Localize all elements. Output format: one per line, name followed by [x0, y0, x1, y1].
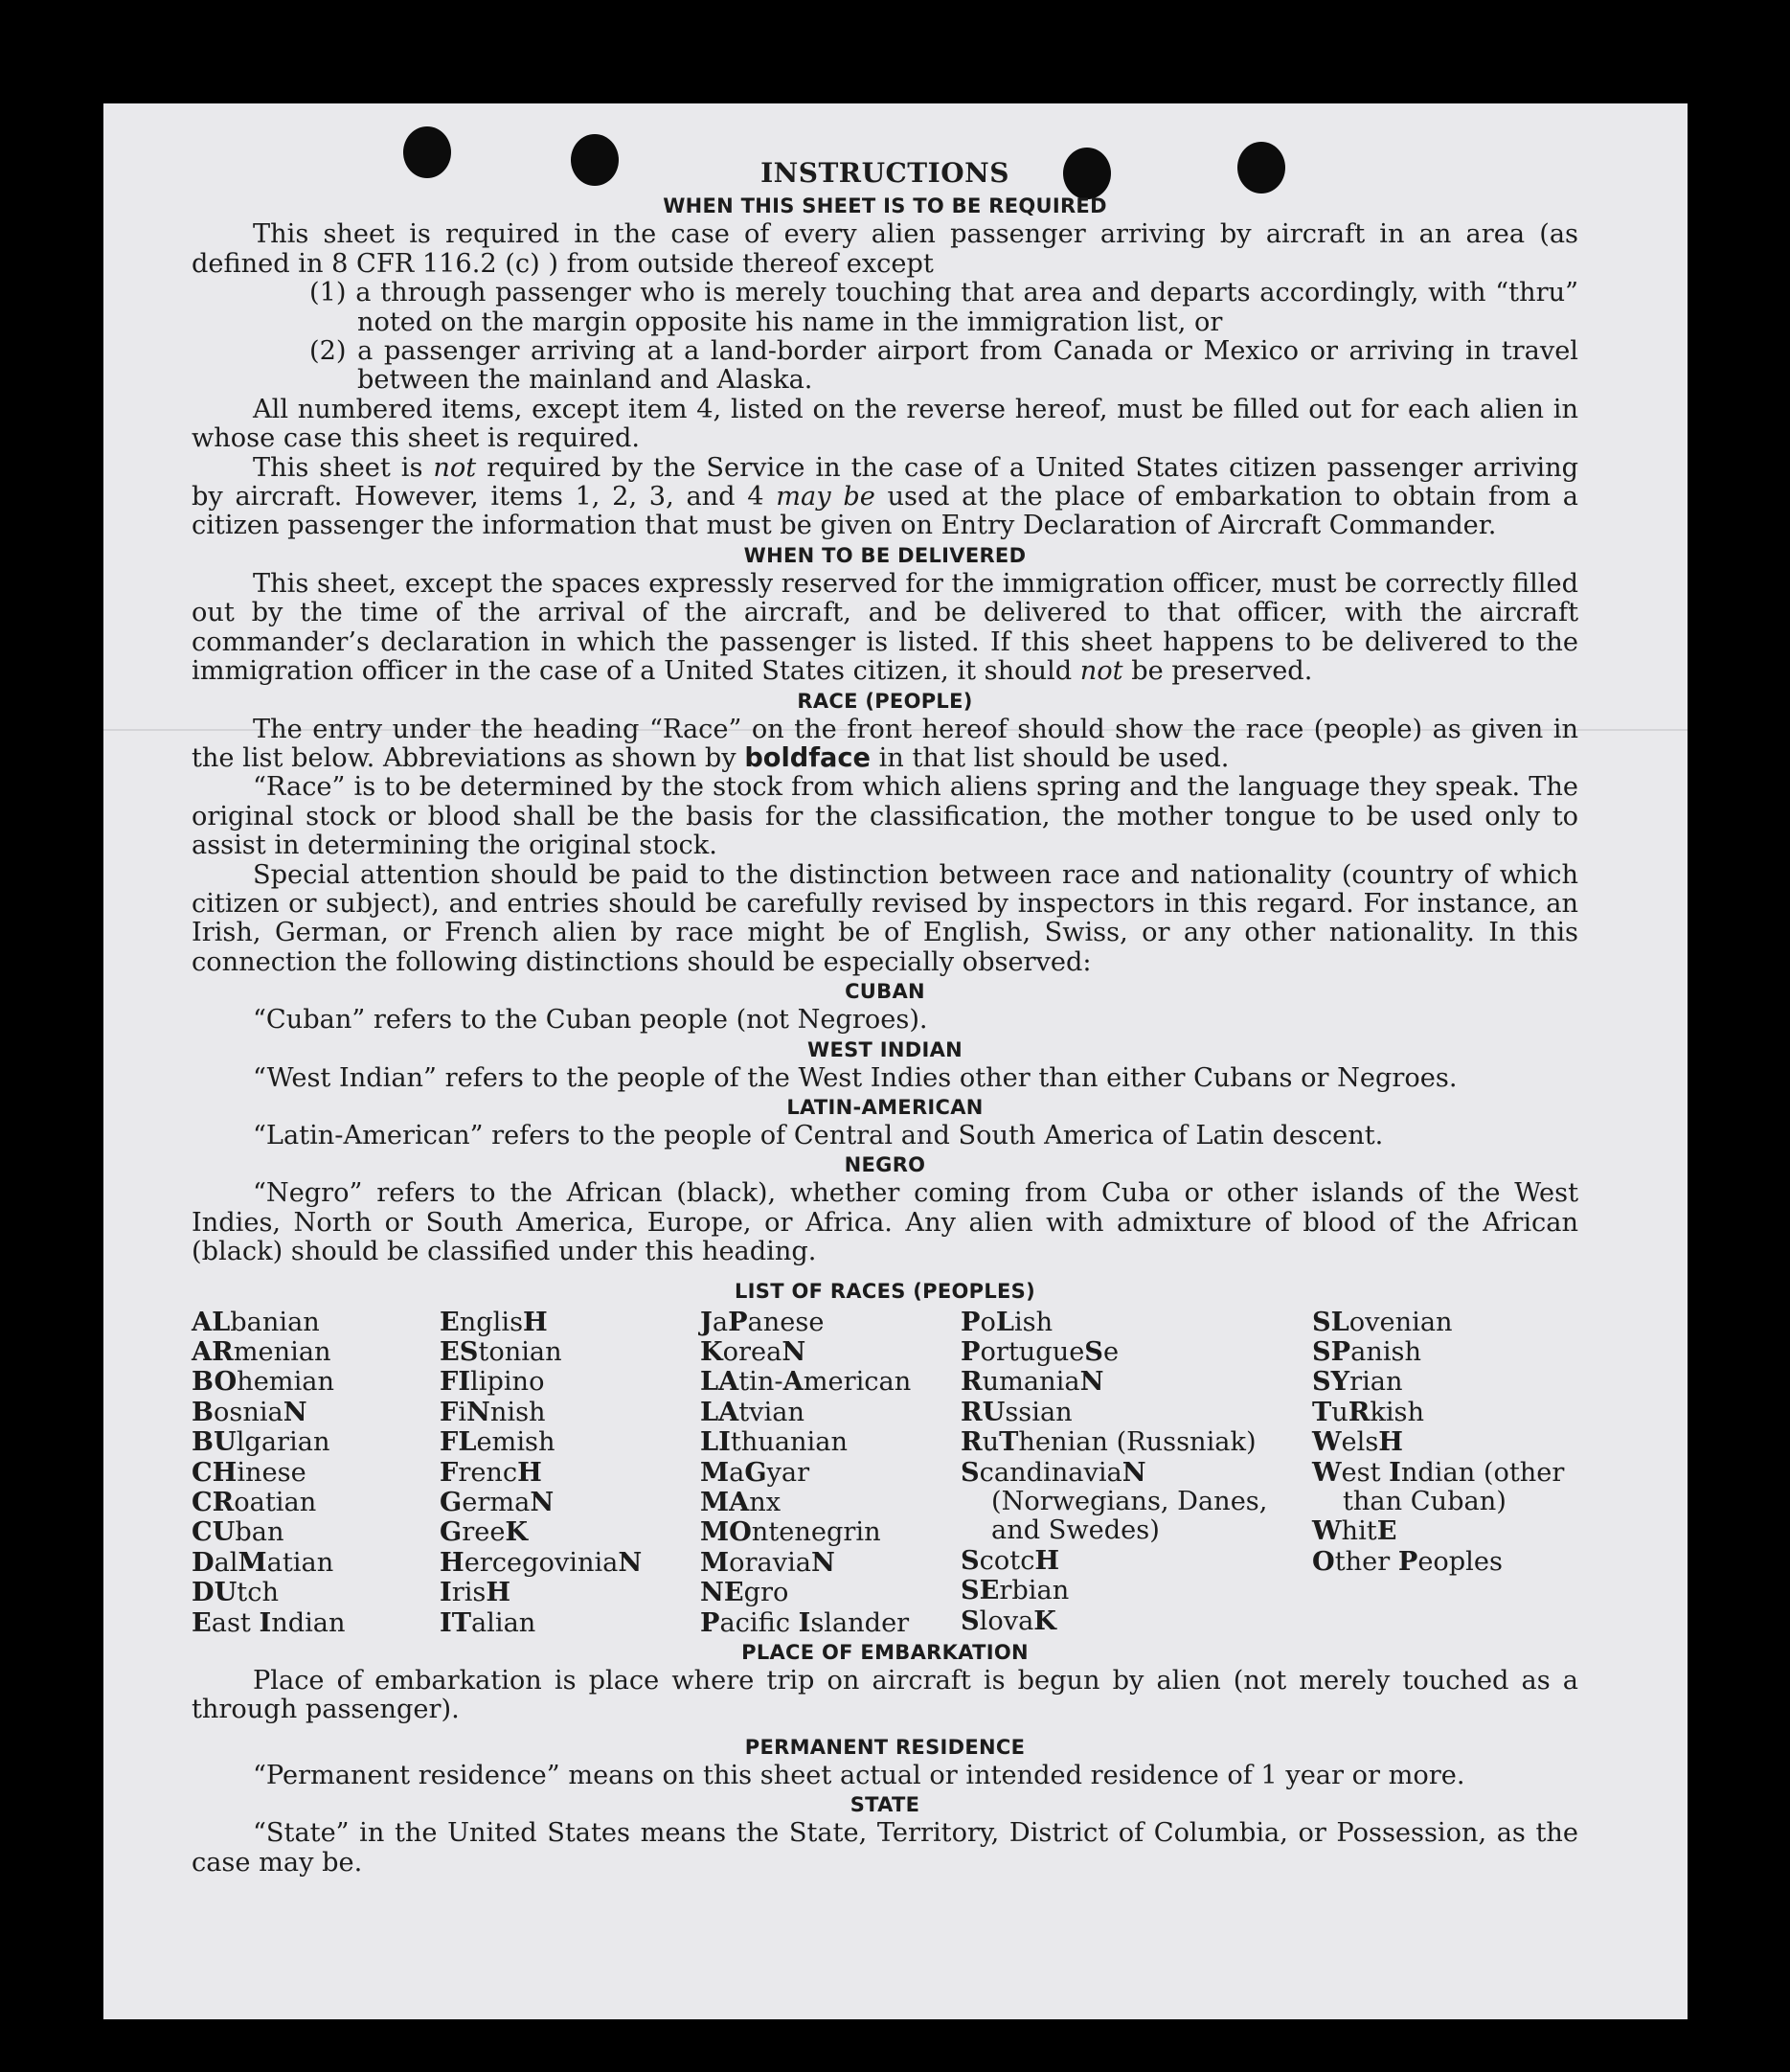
instructions-content	[192, 159, 1578, 1878]
list-item: (2) a passenger arriving at a land-border airport from Canada or Mexico or arriving in travel between the mainland and Alaska.	[309, 336, 1578, 396]
races-list	[192, 1308, 1578, 1638]
race-entry: MAnx	[700, 1487, 782, 1518]
text-run: required by the Service in the case of a United States citizen passenger arriving by aircraft. However, items 1, 2, 3, and 4	[192, 452, 1578, 512]
section-title: PLACE OF EMBARKATION	[741, 1641, 1029, 1665]
race-entry: CUban	[192, 1516, 284, 1548]
page-title: INSTRUCTIONS	[760, 157, 1009, 189]
paragraph: “Latin-American” refers to the people of Central and South America of Latin descent.	[253, 1120, 1384, 1150]
paragraph	[192, 570, 1578, 687]
emphasis-text: may be	[776, 482, 875, 512]
races-column	[440, 1308, 700, 1638]
race-entry: SlovaK	[961, 1605, 1056, 1636]
section-title: WEST INDIAN	[806, 1037, 963, 1061]
text-run: This sheet is	[253, 452, 434, 483]
races-column	[700, 1308, 961, 1638]
paragraph: All numbered items, except item 4, listed on the reverse hereof, must be filled out for each alien in whose case this sheet is required.	[192, 394, 1578, 454]
race-entry: LAtin-American	[700, 1366, 912, 1398]
section-title: WHEN TO BE DELIVERED	[743, 543, 1027, 567]
text-run: used at the place of embarkation to obtain from a citizen passenger the information that must be given on Entry Declaration of Aircraft Commander.	[192, 482, 1578, 541]
race-entry: MoraviaN	[700, 1546, 835, 1578]
paragraph: This sheet is required in the case of every alien passenger arriving by aircraft in an area (as defined in 8 CFR 116.2 (c) ) from outside thereof except	[192, 219, 1578, 279]
race-entry: FiNnish	[440, 1396, 546, 1427]
race-entry: BosniaN	[192, 1396, 307, 1427]
race-entry: MOntenegrin	[700, 1516, 881, 1548]
race-entry: PortugueSe	[961, 1336, 1120, 1367]
race-entry: Other Peoples	[1312, 1545, 1503, 1577]
race-entry: NEgro	[700, 1577, 789, 1608]
races-column	[1312, 1308, 1578, 1638]
race-entry: ARmenian	[192, 1336, 331, 1367]
race-entry: GreeK	[440, 1516, 529, 1548]
race-entry: DUtch	[192, 1577, 279, 1608]
race-entry: FLemish	[440, 1426, 555, 1458]
race-entry: TuRkish	[1312, 1396, 1425, 1427]
paragraph: “Negro” refers to the African (black), whether coming from Cuba or other islands of the West Indies, North or South America, Europe, or Africa. Any alien with admixture of blood of the African (black) should be classified under this heading.	[192, 1178, 1578, 1267]
race-entry: LIthuanian	[700, 1426, 848, 1458]
emphasis-text: not	[1079, 656, 1123, 687]
text-run: The entry under the heading “Race” on the front hereof should show the race (people) as given in the list below. Abbreviations as shown by	[192, 714, 1578, 773]
race-entry: CRoatian	[192, 1487, 317, 1518]
paragraph	[192, 454, 1578, 541]
bold-text: boldface	[744, 742, 871, 773]
paragraph: “Race” is to be determined by the stock from which aliens spring and the language they speak. The original stock or blood shall be the basis for the classification, the mother tongue to be used only to assist in determining the original stock.	[192, 772, 1578, 861]
document-sheet	[103, 103, 1688, 2019]
race-entry: BUlgarian	[192, 1426, 330, 1458]
race-entry: East Indian	[192, 1606, 346, 1638]
race-entry: ScotcH	[961, 1544, 1060, 1576]
race-entry: EStonian	[440, 1336, 562, 1367]
race-entry: SErbian	[961, 1575, 1070, 1606]
section-title: CUBAN	[845, 980, 925, 1004]
race-entry: RumaniaN	[961, 1366, 1104, 1398]
list-item: (1) a through passenger who is merely touching that area and departs accordingly, with “thru” noted on the margin opposite his name in the immigration list, or	[309, 278, 1578, 337]
race-entry: JaPanese	[700, 1306, 825, 1337]
race-entry: HercegoviniaN	[440, 1546, 643, 1578]
race-entry: DalMatian	[192, 1546, 334, 1578]
paragraph: Place of embarkation is place where trip on aircraft is begun by alien (not merely touched as a through passenger).	[192, 1666, 1578, 1725]
race-entry: Pacific Islander	[700, 1606, 910, 1638]
race-entry: GermaN	[440, 1487, 555, 1518]
paragraph: “West Indian” refers to the people of the West Indies other than either Cubans or Negroes.	[253, 1062, 1458, 1093]
races-column	[192, 1308, 440, 1638]
race-entry: WelsH	[1312, 1426, 1403, 1458]
races-column	[961, 1308, 1312, 1638]
paragraph	[192, 716, 1578, 774]
race-entry: CHinese	[192, 1456, 306, 1488]
section-title: STATE	[850, 1793, 920, 1817]
race-entry: West Indian (other than Cuban)	[1312, 1456, 1565, 1517]
race-entry: SPanish	[1312, 1336, 1421, 1367]
race-entry: FrencH	[440, 1456, 542, 1488]
section-title: LATIN-AMERICAN	[786, 1095, 984, 1119]
race-entry: MaGyar	[700, 1456, 810, 1488]
section-title: RACE (PEOPLE)	[797, 689, 973, 713]
paragraph: Special attention should be paid to the distinction between race and nationality (country of which citizen or subject), and entries should be carefully revised by inspectors in this regard. For instance, an Irish, German, or French alien by race might be of English, Swiss, or any other nationality. In this connection the following distinctions should be especially observed:	[192, 859, 1578, 977]
race-entry: ALbanian	[192, 1306, 320, 1337]
race-entry: EnglisH	[440, 1306, 548, 1337]
section-title: WHEN THIS SHEET IS TO BE REQUIRED	[663, 194, 1107, 218]
paragraph: “State” in the United States means the State, Territory, District of Columbia, or Possession, as the case may be.	[192, 1818, 1578, 1878]
race-entry: FIlipino	[440, 1366, 545, 1398]
race-entry: RUssian	[961, 1396, 1073, 1427]
race-entry: ScandinaviaN (Norwegians, Danes, and Swedes)	[961, 1456, 1268, 1546]
paragraph: “Permanent residence” means on this sheet actual or intended residence of 1 year or more.	[253, 1760, 1465, 1790]
paragraph: “Cuban” refers to the Cuban people (not Negroes).	[253, 1005, 928, 1036]
race-entry: LAtvian	[700, 1396, 804, 1427]
section-title: PERMANENT RESIDENCE	[744, 1735, 1026, 1759]
text-run: This sheet, except the spaces expressly reserved for the immigration officer, must be correctly filled out by the time of the arrival of the aircraft, and be delivered to that officer, with the aircraft commander’s declaration in which the passenger is listed. If this sheet happens to be delivered to the immigration officer in the case of a United States citizen, it should	[192, 568, 1578, 687]
race-entry: IrisH	[440, 1577, 511, 1608]
emphasis-text: not	[433, 452, 477, 483]
race-entry: WhitE	[1312, 1515, 1397, 1547]
text-run: be preserved.	[1122, 656, 1313, 687]
section-title: NEGRO	[844, 1153, 926, 1177]
text-run: in that list should be used.	[870, 742, 1230, 773]
race-entry: PoLish	[961, 1306, 1054, 1337]
section-title: LIST OF RACES (PEOPLES)	[734, 1279, 1035, 1303]
race-entry: ITalian	[440, 1606, 536, 1638]
race-entry: SYrian	[1312, 1366, 1403, 1398]
race-entry: SLovenian	[1312, 1306, 1453, 1337]
race-entry: RuThenian (Russniak)	[961, 1426, 1257, 1458]
race-entry: BOhemian	[192, 1366, 334, 1398]
race-entry: KoreaN	[700, 1336, 806, 1367]
